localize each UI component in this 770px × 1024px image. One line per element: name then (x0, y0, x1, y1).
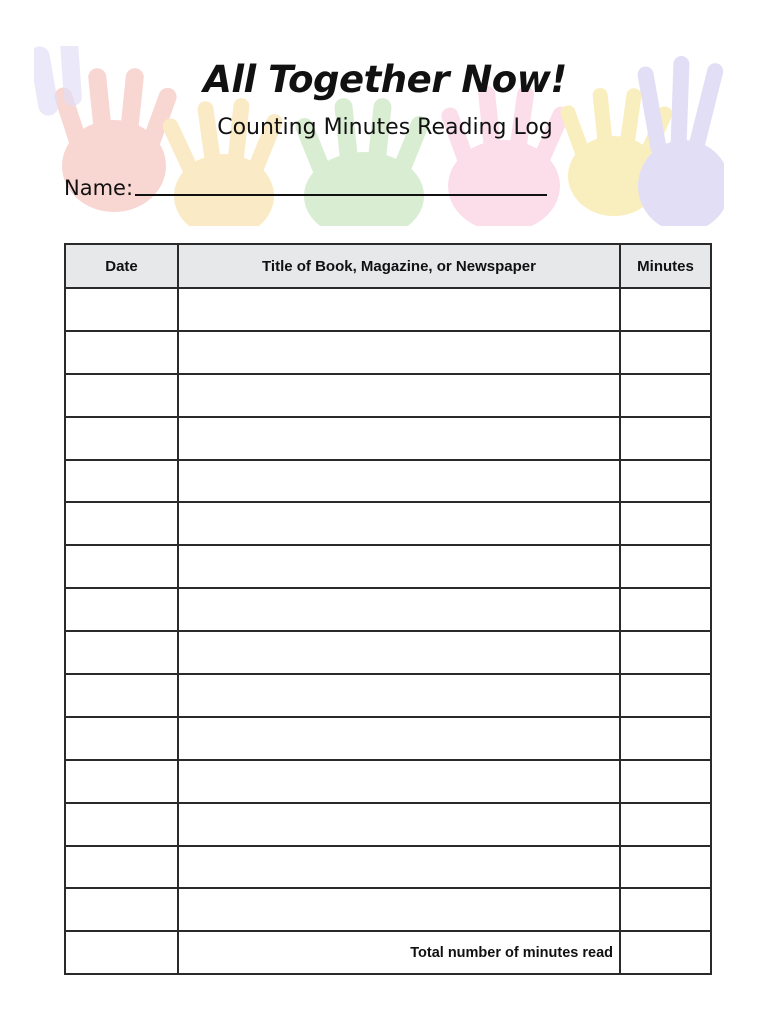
table-row (65, 674, 711, 717)
date-cell[interactable] (65, 631, 178, 674)
minutes-cell[interactable] (620, 374, 711, 417)
minutes-cell[interactable] (620, 674, 711, 717)
table-row (65, 502, 711, 545)
table-row (65, 331, 711, 374)
title-cell[interactable] (178, 888, 620, 931)
minutes-cell[interactable] (620, 888, 711, 931)
table-row (65, 417, 711, 460)
table-header-row (65, 244, 711, 288)
table-row (65, 888, 711, 931)
title-cell[interactable] (178, 374, 620, 417)
date-cell[interactable] (65, 803, 178, 846)
table-body (65, 288, 711, 974)
name-label: Name: (64, 176, 134, 200)
date-column-header: Date (65, 244, 178, 288)
title-cell[interactable] (178, 760, 620, 803)
table-row (65, 288, 711, 331)
minutes-column-header: Minutes (620, 244, 711, 288)
table-row (65, 588, 711, 631)
name-field[interactable] (135, 194, 547, 196)
date-cell[interactable] (65, 760, 178, 803)
date-cell[interactable] (65, 674, 178, 717)
title-cell[interactable] (178, 588, 620, 631)
total-empty-cell (65, 931, 178, 974)
minutes-cell[interactable] (620, 760, 711, 803)
total-minutes-cell[interactable] (620, 931, 711, 974)
date-cell[interactable] (65, 846, 178, 889)
name-row (64, 176, 547, 200)
date-cell[interactable] (65, 460, 178, 503)
table-row (65, 460, 711, 503)
minutes-cell[interactable] (620, 846, 711, 889)
title-cell[interactable] (178, 288, 620, 331)
date-cell[interactable] (65, 888, 178, 931)
title-cell[interactable] (178, 331, 620, 374)
title-cell[interactable] (178, 545, 620, 588)
table-row (65, 631, 711, 674)
minutes-cell[interactable] (620, 803, 711, 846)
table-row (65, 374, 711, 417)
date-cell[interactable] (65, 417, 178, 460)
date-cell[interactable] (65, 331, 178, 374)
date-cell[interactable] (65, 374, 178, 417)
total-label: Total number of minutes read (178, 931, 620, 974)
minutes-cell[interactable] (620, 331, 711, 374)
total-row (65, 931, 711, 974)
page-title: All Together Now! (203, 58, 567, 101)
table-row (65, 846, 711, 889)
minutes-cell[interactable] (620, 288, 711, 331)
date-cell[interactable] (65, 545, 178, 588)
minutes-cell[interactable] (620, 631, 711, 674)
date-cell[interactable] (65, 288, 178, 331)
title-cell[interactable] (178, 674, 620, 717)
minutes-cell[interactable] (620, 588, 711, 631)
table-row (65, 760, 711, 803)
title-cell[interactable] (178, 631, 620, 674)
minutes-cell[interactable] (620, 545, 711, 588)
table-row (65, 717, 711, 760)
title-cell[interactable] (178, 803, 620, 846)
reading-log-table (64, 243, 712, 975)
table-row (65, 803, 711, 846)
minutes-cell[interactable] (620, 502, 711, 545)
title-cell[interactable] (178, 502, 620, 545)
title-cell[interactable] (178, 717, 620, 760)
title-cell[interactable] (178, 417, 620, 460)
title-cell[interactable] (178, 460, 620, 503)
date-cell[interactable] (65, 588, 178, 631)
date-cell[interactable] (65, 502, 178, 545)
date-cell[interactable] (65, 717, 178, 760)
title-cell[interactable] (178, 846, 620, 889)
page-subtitle: Counting Minutes Reading Log (217, 115, 553, 140)
minutes-cell[interactable] (620, 417, 711, 460)
table-row (65, 545, 711, 588)
minutes-cell[interactable] (620, 460, 711, 503)
minutes-cell[interactable] (620, 717, 711, 760)
title-column-header: Title of Book, Magazine, or Newspaper (178, 244, 620, 288)
